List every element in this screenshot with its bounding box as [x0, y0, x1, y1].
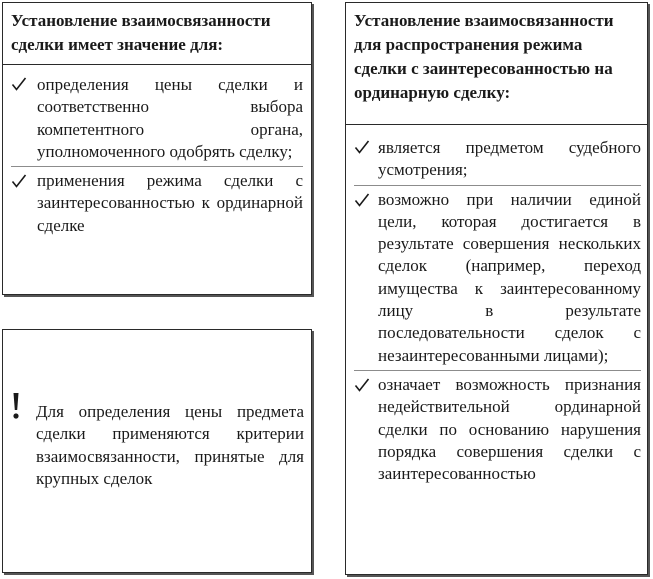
- ordinary-deal-list: [346, 125, 647, 485]
- list-item-text: является предметом судебного усмотрения;: [378, 138, 641, 180]
- purpose-box-title: Установление взаимосвязанности сделки имеет значение для:: [3, 3, 311, 65]
- list-item-text: определения цены сделки и соответственно выбора компетентного органа, уполномоченного одобрять сделку;: [37, 75, 303, 161]
- note-box: [2, 329, 312, 573]
- purpose-list: [3, 65, 311, 237]
- list-item: [354, 137, 641, 182]
- check-icon: [354, 192, 370, 208]
- purpose-box: [2, 2, 312, 295]
- check-icon: [354, 139, 370, 155]
- list-item-text: возможно при наличии единой цели, которая достигается в результате совершения нескольких сделок (например, переход имущества к заинтересованному лицу в результате последовательности сделок с незаинтересованными лицами);: [378, 189, 641, 365]
- ordinary-deal-box-title: Установление взаимосвязанности для распространения режима сделки с заинтересованностью на ординарную сделку:: [346, 3, 647, 125]
- exclamation-icon: [10, 391, 22, 421]
- check-icon: [11, 173, 27, 189]
- list-item: [354, 370, 641, 485]
- ordinary-deal-box: [345, 2, 648, 575]
- note-text: Для определения цены предмета сделки применяются критерии взаимосвязанности, принятые для крупных сделок: [36, 402, 304, 488]
- check-icon: [354, 377, 370, 393]
- check-icon: [11, 76, 27, 92]
- list-item-text: означает возможность признания недействительной ординарной сделки по основанию нарушения порядка совершения сделки с заинтересованностью: [378, 374, 641, 484]
- list-item: [11, 166, 303, 237]
- list-item-text: применения режима сделки с заинтересованностью к ординарной сделке: [37, 171, 303, 235]
- list-item: [354, 185, 641, 367]
- list-item: [11, 74, 303, 163]
